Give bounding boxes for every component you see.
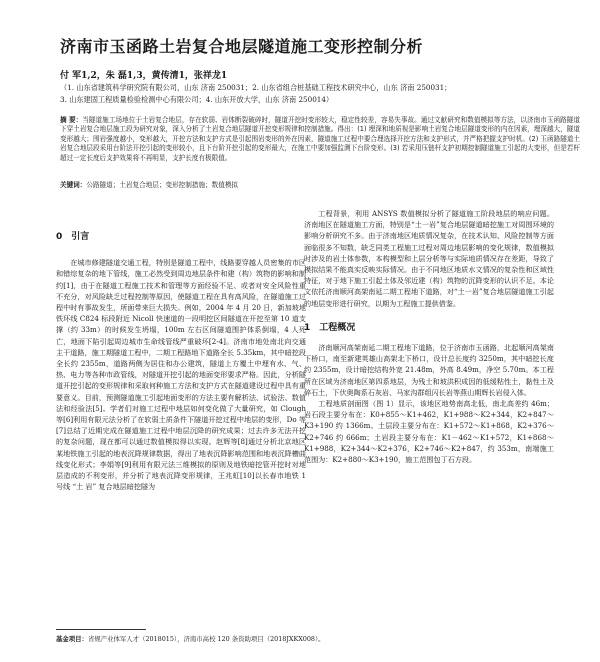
footnote-text: 省规产业体军人才（2018015），济南市高校 120 条资助项目（2018JXKX008）。: [87, 635, 325, 643]
keywords-label: 关键词：: [60, 181, 87, 189]
section-heading-project-overview: 1 工程概况: [304, 322, 356, 333]
overview-paragraph-2: 工程地质剖面图（图 1）显示，该地区地势南高北低，南北高差约 46m；岩石段主要分布在：K0+855～K1+462，K1+988～K2+344，K2+847～K3+190 约 1366m。土层段主要分布在：K1+572～K1+868，K2+376～K2+746 约 666m；土岩段主要分布在：K1－462～K1+572，K1+868～K1+988，K2+344～K2+376，K2+746～K2+847，约 353m，南端施工范围为：K2+880～K3+190，施工范围包丁石方段。: [304, 399, 554, 465]
overview-paragraph-1: 济南顺河高架南延二期工程地下道路，位于济南市玉函路，北起顺河高架南下桥口，南至新建英雄山高架北下桥口，设计总长度约 3250m，其中暗挖长度约 2355m，设计暗挖结构外宽 21.48m，外高 8.49m，净空 5.70m。本工程所在区域为济南地区第四系地层，为残土和坡洪积成因的低缓粘性土，黏性土及碎石土，下伏奥陶系石灰岩、马家沟群组闪长岩等燕山期辉长岩侵入体。: [304, 343, 554, 397]
paper-title: 济南市玉函路土岩复合地层隧道施工变形控制分析: [60, 37, 424, 56]
footnote-divider: [56, 629, 146, 630]
section-heading-introduction: 0 引言: [56, 232, 90, 242]
abstract-text: 当隧道施工场地位于土岩复合地层，存在软弱、岩体断裂破碎时，隧道开挖时变形较大，稳定性较差，容易失事故。通过文献研究和数值模拟等方法，以济南市玉函路隧道下穿土岩复合地层施工段为研究对象，深入分析了土岩复合地层隧道开挖变形规律和控制措施。得出：(1) 埋深和地质视是影响土岩复合地层隧道变形的内在因素，埋深越大，隧道变形越大；围岩强度越小，变形越大，开挖方法和支护方式是引起围岩变形的外在因素，隧道施工过程中要合理选择开挖方法和支护形式，并严格把握支护时机。(2) 玉函路隧道土岩复合地层段采用台阶法开挖引起的变形较小，且下台阶开挖引起的变形最大，在施工中要加强监测下台阶变形。(3) 若采用压链杆支护初期控制隧道施工引起的大变形，但是若杆超过一定长度后支护效果将不再明显，支护长度有极限值。: [60, 116, 581, 162]
footnote-label: 基金项目：: [56, 635, 88, 643]
left-column: [56, 208, 306, 492]
intro-paragraph-continued: 工程背景，利用 ANSYS 数值模拟分析了隧道施工阶段地层的响应问题。济南地区在隧道施工方面，特别是“土一岩”复合地层隧道暗挖施工对周围环境的影响分析研究不多。由于济南地区地质情况复杂，在技术认知、风险控制等方面面临很多不知数，缺乏同类工程施工过程对周边地层影响的变化规律，数值模拟时涉及的岩土体参数，本构模型和上层分析等与实际地质情况存在差距，导致了模拟结果不能真实反映实际情况。由于不同地区地质水文情况的复杂性和区域性特征，对于地下施工引起土体及邻近建（构）筑物的沉降变形的认识不足。本论文依托济南顺河高架南延二期工程地下道路，对“土一岩”复合地层隧道施工引起的地层变形进行研究，以期为工程施工提供借鉴。: [304, 209, 554, 308]
abstract-label: 摘 要：: [60, 116, 83, 124]
intro-paragraph: 在城市修建隧道交通工程，特别是隧道工程中，线路要穿越人员密集的市区和错综复杂的地下管线，施工必然受到周边地层条件和建（构）筑物的影响和制约[1]，由于在隧道工程施工技术和管理等方面经验不足、或者对安全风险性重不充分，对风险缺乏过程控制等原因，使隧道工程在具有高风险，在隧道施工过程中时有事故发生，所面带来巨大损失。例如，2004 年 4 月 20 日，新加坡地铁环线 C824 标段附近 Nicoll 快速道的一段明挖区间隧道在开挖至第 10 道支撑（约 33m）的时候发生坍塌，100m 左右区间隧道围护体系倒塌，4 人死亡，地面下陷引起周边城市生命线管线严重破坏[2-4]。济南市地处南北向交通主干道路，施工期隧道工程中，二期工程路地下道路全长 5.35km，其中暗挖段全长约 2355m，道路两侧为居住和办公建筑，隧道上方覆土中埋有水、气、热、电力等各种市政管线，对隧道开挖引起的地面变形要求严格。因此，分析隧道开挖引起的变形规律和采取何种施工方法和支护方式在隧道建设过程中具有重要意义。目前，预测隧道施工引起地面变形的方法主要有解析法、试验法、数值法和经验法[5]。学者们对施工过程中地层如何变化做了大量研究，如 Clough 等[6]利用有限元法分析了在软弱土质条件下隧道开挖过程中地层的变形，Do 等[7]总结了近期完成在隧道施工过程中地层沉降的研究成果；过去许多无法开挖的复杂问题，现在都可以通过数值模拟得以实现。赵辉等[8]通过分析北京地区某地铁施工引起的地表沉降规律数据，得出了地表沉降影响范围和地表沉降槽曲线变化形式；李娟等[9]利用有限元法三维模拟的原则及地铁暗挖管开挖时对地层造成的不利变形，并分析了地表沉降变形规律，王兆虹[10]以长春市地铁 1 号线 “土 岩” 复合地层暗挖隧为: [56, 258, 306, 492]
keywords-text: 公路隧道；土岩复合地层；变形控制措施；数值模拟: [86, 181, 239, 189]
keywords: [60, 181, 580, 190]
affiliation-line-2: 3. 山东建固工程质量检验检测中心有限公司；4. 山东开放大学，山东 济南 250014）: [60, 95, 334, 104]
abstract: [60, 116, 580, 163]
right-column: [304, 208, 554, 465]
author-list: 付 军1,2，朱 磊1,3，黄传清1，张祥龙1: [60, 71, 228, 81]
affiliations: [60, 82, 580, 106]
funding-footnote: [56, 634, 576, 643]
affiliation-line-1: （1. 山东省建筑科学研究院有限公司，山东 济南 250031；2. 山东省组合桩基础工程技术研究中心，山东 济南 250031；: [60, 83, 452, 92]
